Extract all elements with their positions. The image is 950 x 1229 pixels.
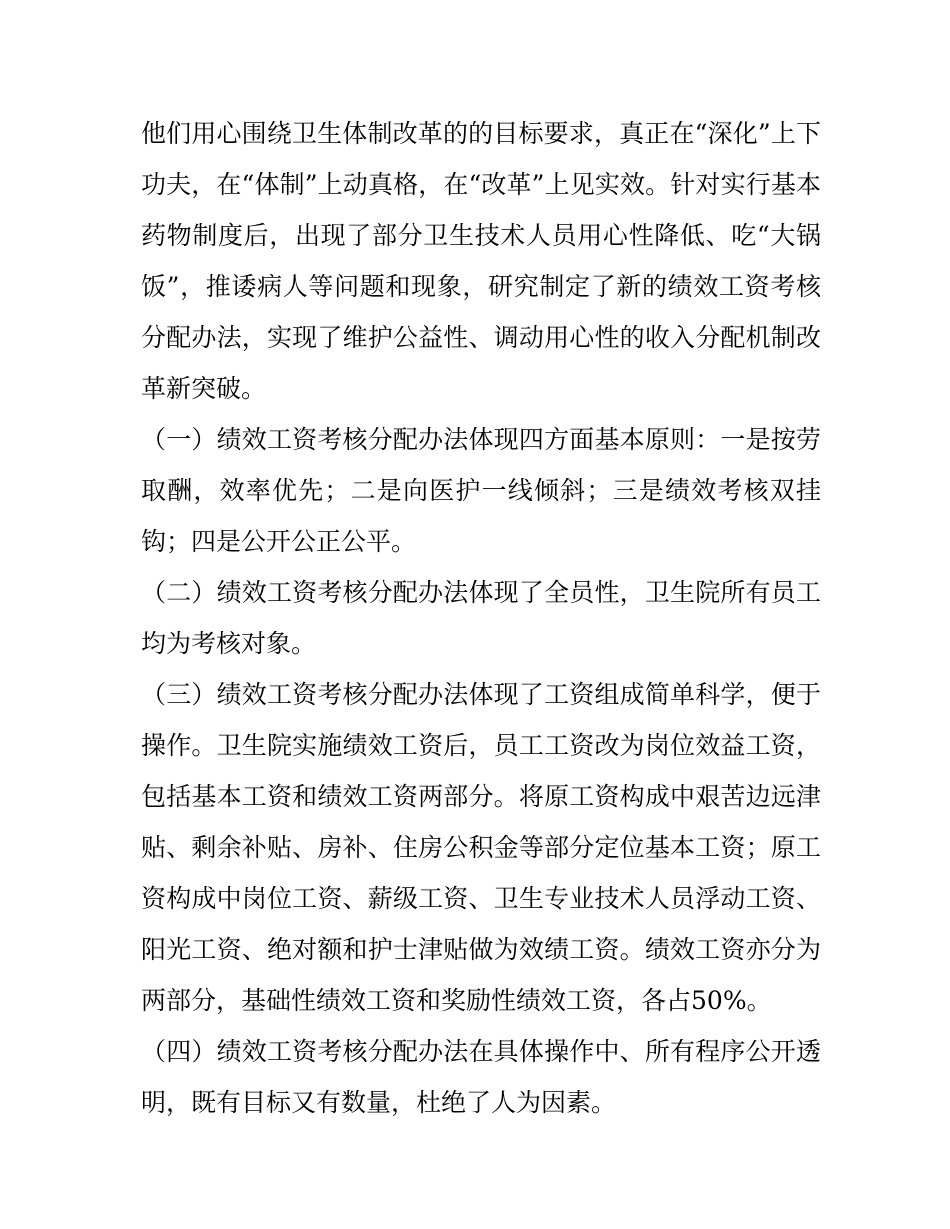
paragraph-section-4: （四）绩效工资考核分配办法在具体操作中、所有程序公开透明，既有目标又有数量，杜绝了人为因素。: [141, 1037, 821, 1117]
paragraph-section-1: （一）绩效工资考核分配办法体现四方面基本原则：一是按劳取酬，效率优先；二是向医护一线倾斜；三是绩效考核双挂钩；四是公开公正公平。: [141, 425, 821, 556]
document-body: [141, 108, 821, 1128]
paragraph-intro: 他们用心围绕卫生体制改革的的目标要求，真正在“深化”上下功夫，在“体制”上动真格，在“改革”上见实效。针对实行基本药物制度后，出现了部分卫生技术人员用心性降低、吃“大锅饭”，推诿病人等问题和现象，研究制定了新的绩效工资考核分配办法，实现了维护公益性、调动用心性的收入分配机制改革新突破。: [141, 119, 821, 403]
paragraph-section-3: （三）绩效工资考核分配办法体现了工资组成简单科学，便于操作。卫生院实施绩效工资后，员工工资改为岗位效益工资，包括基本工资和绩效工资两部分。将原工资构成中艰苦边远津贴、剩余补贴、房补、住房公积金等部分定位基本工资；原工资构成中岗位工资、薪级工资、卫生专业技术人员浮动工资、阳光工资、绝对额和护士津贴做为效绩工资。绩效工资亦分为两部分，基础性绩效工资和奖励性绩效工资，各占50%。: [141, 680, 821, 1015]
paragraph-section-2: （二）绩效工资考核分配办法体现了全员性，卫生院所有员工均为考核对象。: [141, 578, 821, 658]
